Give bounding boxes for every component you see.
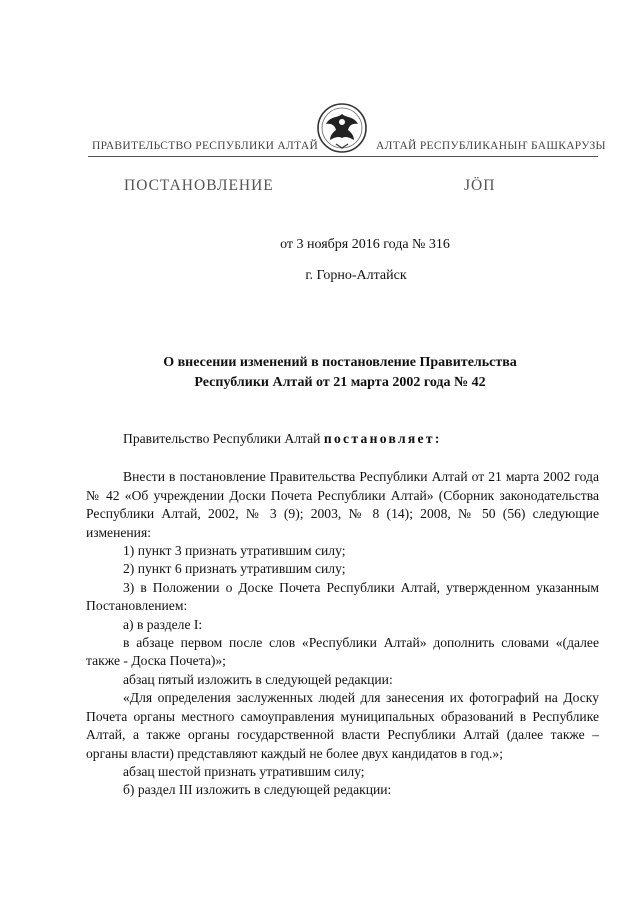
document-title — [80, 353, 600, 393]
document-date-number: от 3 ноября 2016 года № 316 — [280, 237, 450, 252]
document-city: г. Горно-Алтайск — [305, 268, 407, 283]
body-paragraph: абзац пятый изложить в следующей редакции: — [123, 671, 393, 687]
document-body — [86, 430, 599, 800]
intro-prefix: Правительство Республики Алтай — [123, 431, 324, 446]
body-paragraph: 3) в Положении о Доске Почета Республики Алтай, утвержденном указанным Постановлением: — [86, 579, 599, 614]
body-paragraph: в абзаце первом после слов «Республики Алтай» дополнить словами «(далее также - Доска Почета)»; — [86, 635, 599, 669]
body-paragraph: б) раздел III изложить в следующей редакции: — [123, 782, 392, 798]
body-paragraph: 1) пункт 3 признать утратившим силу; — [123, 543, 346, 559]
doc-type-altai: ЈÖП — [464, 177, 496, 194]
header-divider — [88, 156, 598, 157]
government-name-russian: ПРАВИТЕЛЬСТВО РЕСПУБЛИКИ АЛТАЙ — [92, 140, 319, 152]
title-line-2: Республики Алтай от 21 марта 2002 года № 42 — [194, 375, 486, 390]
resolution-intro — [86, 430, 599, 448]
body-paragraph: а) в разделе I: — [123, 616, 203, 632]
government-name-altai: АЛТАЙ РЕСПУБЛИКАНЫҤ БАШКАРУЗЫ — [376, 140, 606, 152]
coat-of-arms-icon — [316, 100, 368, 156]
body-paragraph: Внести в постановление Правительства Республики Алтай от 21 марта 2002 года № 42 «Об учреждении Доски Почета Республики Алтай» (Сборник законодательства Республики Алтай, 2002, № 3 (9); 2003, № 8 (14); 2008, № 50 (56) следующие изменения: — [86, 469, 599, 540]
intro-decree-word: постановляет: — [323, 431, 442, 446]
body-paragraph: «Для определения заслуженных людей для занесения их фотографий на Доску Почета органы местного самоуправления муниципальных образований в Республике Алтай, а также органы государственной власти Республики Алтай (далее также – органы власти) представляют каждый не более двух кандидатов в год.»; — [86, 690, 599, 761]
body-paragraph: абзац шестой признать утратившим силу; — [123, 763, 365, 779]
body-paragraph: 2) пункт 6 признать утратившим силу; — [123, 561, 346, 577]
title-line-1: О внесении изменений в постановление Правительства — [163, 355, 517, 370]
doc-type-russian: ПОСТАНОВЛЕНИЕ — [124, 177, 274, 194]
